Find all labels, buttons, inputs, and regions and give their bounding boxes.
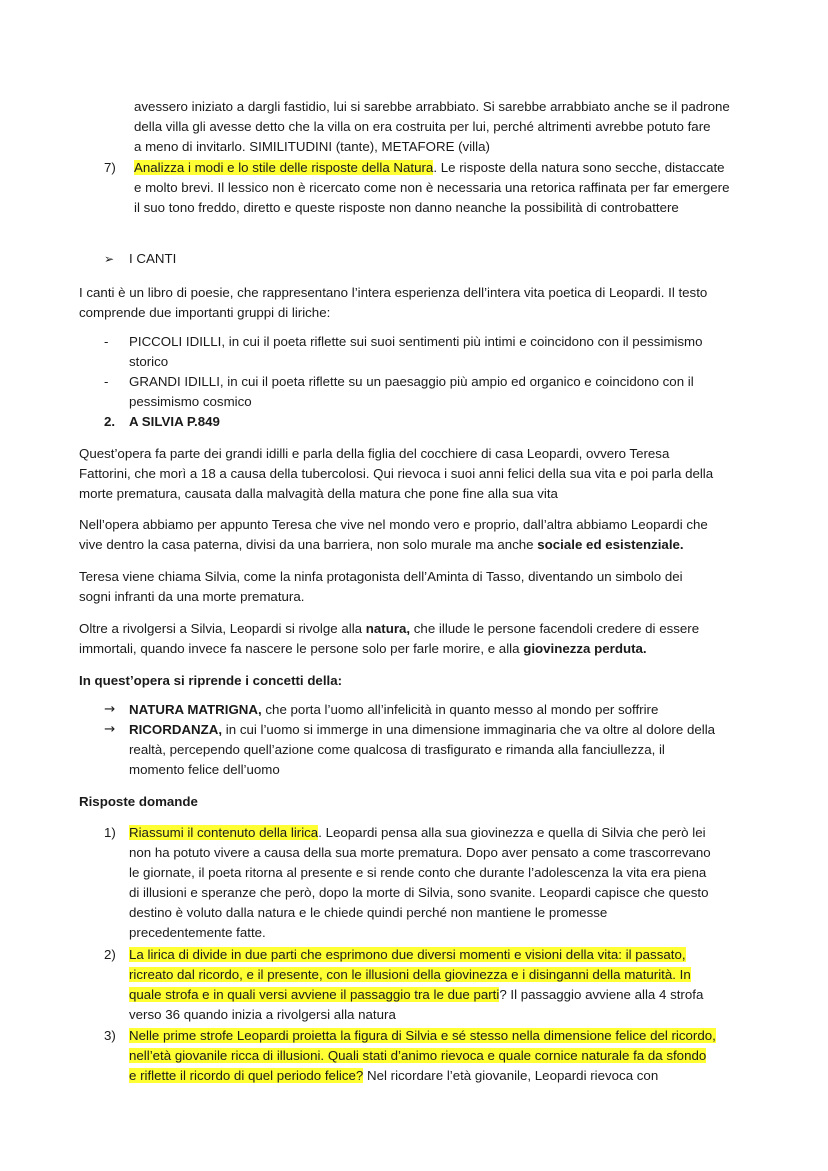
text-line: e molto brevi. Il lessico non è ricercato come non è necessaria una retorica raffinata per far emergere	[134, 180, 730, 195]
text-line	[79, 639, 647, 659]
highlighted-question: e riflette il ricordo di quel periodo felice?	[129, 1068, 364, 1083]
highlighted-question: ricreato dal ricordo, e il presente, con le illusioni della giovinezza e i disinganni della maturità. In	[129, 967, 691, 982]
section-title: A SILVIA P.849	[129, 414, 220, 429]
text-span: in cui l’uomo si immerge in una dimensione immaginaria che va oltre al dolore della	[222, 722, 716, 737]
text-line	[129, 1066, 658, 1086]
text-line	[79, 619, 699, 639]
text-line: non ha potuto vivere a causa della sua morte prematura. Dopo aver pensato a come trascorrevano	[129, 845, 711, 860]
bold-span: NATURA MATRIGNA,	[129, 702, 262, 717]
item-number: 2)	[104, 947, 116, 962]
arrow-bullet-icon: ➢	[104, 252, 115, 266]
text-line: le giornate, il poeta ritorna al presente e si rende conto che durante l’adolescenza la vita era piena	[129, 865, 707, 880]
text-line	[129, 985, 703, 1005]
answer-text: Nel ricordare l’età giovanile, Leopardi rievoca con	[363, 1068, 659, 1083]
text-line	[134, 158, 725, 178]
text-line: avessero iniziato a dargli fastidio, lui si sarebbe arrabbiato. Si sarebbe arrabbiato anche se il padrone	[134, 99, 730, 114]
text-line	[129, 1046, 706, 1066]
highlighted-question: nell’età giovanile ricca di illusioni. Quali stati d’animo rievoca e quale cornice naturale fa da sfondo	[129, 1048, 707, 1063]
text-line: Nell’opera abbiamo per appunto Teresa che vive nel mondo vero e proprio, dall’altra abbiamo Leopardi che	[79, 517, 708, 532]
item-number: 7)	[104, 160, 116, 175]
text-span: immortali, quando invece fa nascere le persone solo per farle morire, e alla	[79, 641, 524, 656]
text-line	[129, 1026, 716, 1046]
text-line: comprende due importanti gruppi di liriche:	[79, 305, 331, 320]
highlighted-question: Analizza i modi e lo stile delle risposte della Natura	[134, 160, 434, 175]
answer-text: ? Il passaggio avviene alla 4 strofa	[499, 987, 704, 1002]
highlighted-question: Riassumi il contenuto della lirica	[129, 825, 319, 840]
text-line	[79, 535, 684, 555]
text-line: Teresa viene chiama Silvia, come la ninfa protagonista dell’Aminta di Tasso, diventando un simbolo dei	[79, 569, 683, 584]
section-number: 2.	[104, 414, 116, 429]
text-line: I canti è un libro di poesie, che rappresentano l’intera esperienza dell’intera vita poetica di Leopardi. Il testo	[79, 285, 708, 300]
section-title: I CANTI	[129, 251, 177, 266]
text-line: di illusioni e speranze che però, dopo la morte di Silvia, sono svanite. Leopardi capisce che questo	[129, 885, 709, 900]
text-span: vive dentro la casa paterna, divisi da una barriera, non solo murale ma anche	[79, 537, 538, 552]
text-span: Oltre a rivolgersi a Silvia, Leopardi si rivolge alla	[79, 621, 366, 636]
answers-heading: Risposte domande	[79, 794, 198, 809]
arrow-icon: →	[104, 722, 116, 737]
bold-span: RICORDANZA,	[129, 722, 223, 737]
answer-text: . Leopardi pensa alla sua giovinezza e quella di Silvia che però lei	[318, 825, 706, 840]
list-item: GRANDI IDILLI, in cui il poeta riflette su un paesaggio più ampio ed organico e coincidono con il	[129, 374, 694, 389]
highlighted-question: Nelle prime strofe Leopardi proietta la figura di Silvia e sé stesso nella dimensione felice del ricordo,	[129, 1028, 716, 1043]
text-line: sogni infranti da una morte prematura.	[79, 589, 305, 604]
bold-span: sociale ed esistenziale.	[537, 537, 684, 552]
arrow-icon: →	[104, 702, 116, 717]
list-item	[129, 700, 658, 720]
text-line: morte prematura, causata dalla malvagità della matura che pone fine alla sua vita	[79, 486, 558, 501]
text-line: momento felice dell’uomo	[129, 762, 280, 777]
list-item: storico	[129, 354, 169, 369]
text-line	[129, 823, 706, 843]
item-number: 3)	[104, 1028, 116, 1043]
text-line: il suo tono freddo, diretto e queste risposte non danno neanche la possibilità di controbattere	[134, 200, 679, 215]
text-line: a meno di invitarlo. SIMILITUDINI (tante), METAFORE (villa)	[134, 139, 490, 154]
text-line: destino è voluto dalla natura e le chiede quindi perché non mantiene le promesse	[129, 905, 608, 920]
list-item: pessimismo cosmico	[129, 394, 252, 409]
highlighted-question: La lirica di divide in due parti che esprimono due diversi momenti e visioni della vita: il passato,	[129, 947, 686, 962]
text-line	[129, 965, 691, 985]
dash-bullet: -	[104, 334, 109, 349]
text-span: che illude le persone facendoli credere di essere	[410, 621, 700, 636]
dash-bullet: -	[104, 374, 109, 389]
item-number: 1)	[104, 825, 116, 840]
text-line: della villa gli avesse detto che la villa on era costruita per lui, perché altrimenti avrebbe potuto fare	[134, 119, 711, 134]
list-item: PICCOLI IDILLI, in cui il poeta riflette sui suoi sentimenti più intimi e coincidono con il pessimismo	[129, 334, 703, 349]
bold-span: natura,	[365, 621, 411, 636]
text-line: verso 36 quando inizia a rivolgersi alla natura	[129, 1007, 396, 1022]
highlighted-question: quale strofa e in quali versi avviene il passaggio tra le due parti	[129, 987, 500, 1002]
text-span: che porta l’uomo all’infelicità in quanto messo al mondo per soffrire	[261, 702, 659, 717]
list-item	[129, 720, 715, 740]
text-line: Quest’opera fa parte dei grandi idilli e parla della figlia del cocchiere di casa Leopardi, ovvero Teresa	[79, 446, 670, 461]
text-line: Fattorini, che morì a 18 a causa della tubercolosi. Qui rievoca i suoi anni felici della sua vita e poi parla della	[79, 466, 714, 481]
concepts-heading: In quest’opera si riprende i concetti della:	[79, 673, 343, 688]
bold-span: giovinezza perduta.	[523, 641, 647, 656]
text-line	[129, 945, 686, 965]
answer-text: . Le risposte della natura sono secche, distaccate	[433, 160, 725, 175]
text-line: realtà, percependo quell’azione come qualcosa di trasfigurato e rimanda alla fanciullezza, il	[129, 742, 665, 757]
text-line: precedentemente fatte.	[129, 925, 266, 940]
